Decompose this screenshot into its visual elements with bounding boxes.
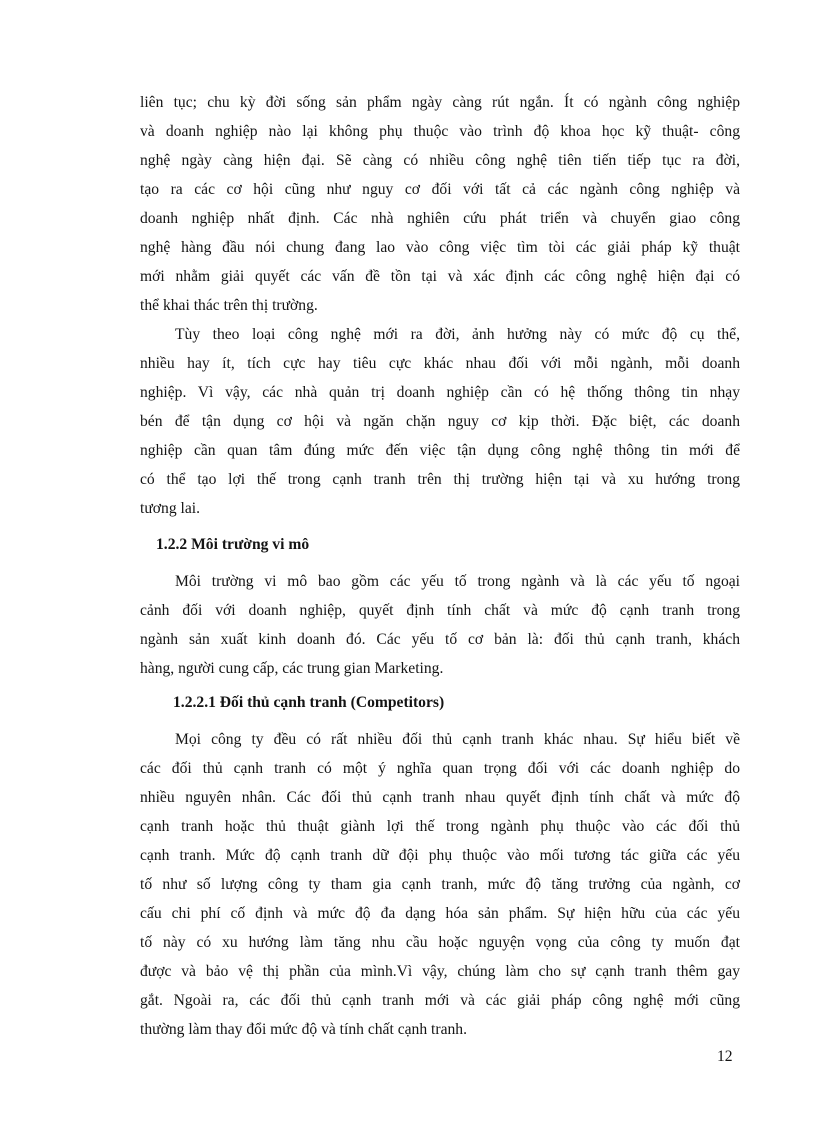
text-line: thể khai thác trên thị trường.	[140, 297, 318, 314]
text-line: Mọi công ty đều có rất nhiều đối thủ cạnh tranh khác nhau. Sự hiểu biết về	[175, 731, 740, 748]
text-line: thường làm thay đổi mức độ và tính chất cạnh tranh.	[140, 1021, 467, 1038]
text-line: cấu chi phí cố định và mức độ đa dạng hóa sản phẩm. Sự hiện hữu của các yếu	[140, 905, 740, 922]
text-line: tương lai.	[140, 500, 201, 517]
paragraph-competitors	[140, 725, 740, 1044]
text-line: doanh nghiệp nhất định. Các nhà nghiên cứu phát triển và chuyển giao công	[140, 210, 740, 227]
text-line: cảnh đối với doanh nghiệp, quyết định tính chất và mức độ cạnh tranh trong	[140, 602, 740, 619]
text-line: Tùy theo loại công nghệ mới ra đời, ảnh hưởng này có mức độ cụ thể,	[175, 326, 740, 343]
text-line: được và bảo vệ thị phần của mình.Vì vậy, chúng làm cho sự cạnh tranh thêm gay	[140, 963, 740, 980]
text-line: nhiều hay ít, tích cực hay tiêu cực khác nhau đối với mỗi ngành, mỗi doanh	[140, 355, 740, 372]
text-line: gắt. Ngoài ra, các đối thủ cạnh tranh mới và các giải pháp công nghệ mới cũng	[140, 992, 740, 1009]
text-line: nghiệp cần quan tâm đúng mức đến việc tận dụng công nghệ thông tin mới để	[140, 442, 740, 459]
text-line: các đối thủ cạnh tranh có một ý nghĩa quan trọng đối với các doanh nghiệp do	[140, 760, 740, 777]
page-number: 12	[717, 1048, 733, 1065]
text-line: Môi trường vi mô bao gồm các yếu tố trong ngành và là các yếu tố ngoại	[175, 573, 740, 590]
text-line: tố này có xu hướng làm tăng nhu cầu hoặc nguyện vọng của công ty muốn đạt	[140, 934, 740, 951]
text-line: nghệ ngày càng hiện đại. Sẽ càng có nhiều công nghệ tiên tiến tiếp tục ra đời,	[140, 152, 740, 169]
paragraph-technology-lifecycle	[140, 88, 740, 320]
text-line: cạnh tranh. Mức độ cạnh tranh dữ đội phụ thuộc vào mối tương tác giữa các yếu	[140, 847, 740, 864]
section-heading-micro-environment: 1.2.2 Môi trường vi mô	[156, 536, 310, 553]
text-line: liên tục; chu kỳ đời sống sản phẩm ngày càng rút ngắn. Ít có ngành công nghiệp	[140, 94, 740, 111]
paragraph-micro-environment	[140, 567, 740, 683]
text-line: nghệ hàng đầu nói chung đang lao vào công việc tìm tòi các giải pháp kỹ thuật	[140, 239, 740, 256]
text-line: và doanh nghiệp nào lại không phụ thuộc vào trình độ khoa học kỹ thuật- công	[140, 123, 740, 140]
paragraph-technology-impact	[140, 320, 740, 523]
text-line: tạo ra các cơ hội cũng như nguy cơ đối với tất cả các ngành công nghiệp và	[140, 181, 740, 198]
text-line: bén để tận dụng cơ hội và ngăn chặn nguy cơ kịp thời. Đặc biệt, các doanh	[140, 413, 740, 430]
text-line: nhiều nguyên nhân. Các đối thủ cạnh tranh nhau quyết định tính chất và mức độ	[140, 789, 740, 806]
text-line: cạnh tranh hoặc thủ thuật giành lợi thế trong ngành phụ thuộc vào các đối thủ	[140, 818, 740, 835]
text-line: mới nhằm giải quyết các vấn đề tồn tại và xác định các công nghệ hiện đại có	[140, 268, 740, 285]
text-line: có thể tạo lợi thế trong cạnh tranh trên thị trường hiện tại và xu hướng trong	[140, 471, 740, 488]
text-line: tố như số lượng công ty tham gia cạnh tranh, mức độ tăng trưởng của ngành, cơ	[140, 876, 740, 893]
text-line: nghiệp. Vì vậy, các nhà quản trị doanh nghiệp cần có hệ thống thông tin nhạy	[140, 384, 740, 401]
text-line: ngành sản xuất kinh doanh đó. Các yếu tố cơ bản là: đối thủ cạnh tranh, khách	[140, 631, 740, 648]
section-heading-competitors: 1.2.2.1 Đối thủ cạnh tranh (Competitors)	[173, 694, 445, 711]
text-line: hàng, người cung cấp, các trung gian Marketing.	[140, 660, 444, 677]
